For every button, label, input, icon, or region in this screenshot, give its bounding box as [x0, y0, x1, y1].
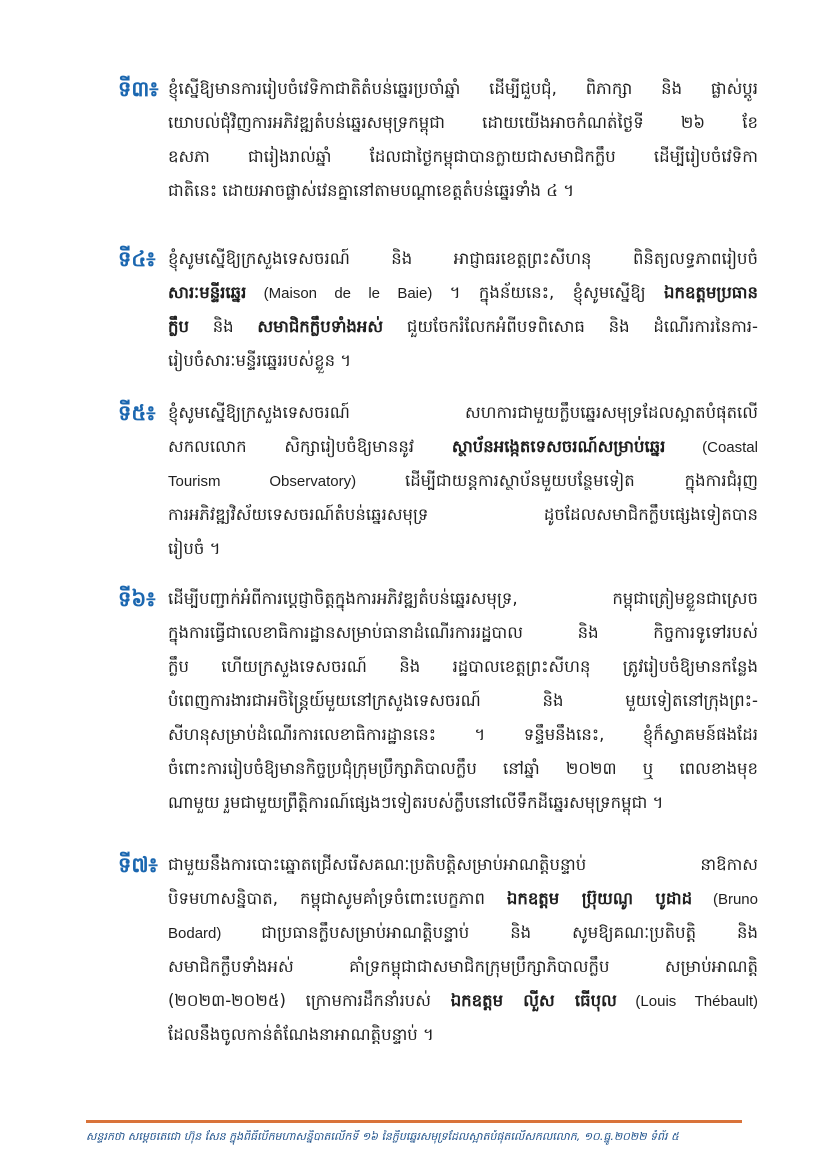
body-text: ដែលនឹងចូលកាន់តំណែងនាអាណត្តិបន្ទាប់ ។: [168, 1025, 434, 1044]
text-line: [168, 174, 758, 208]
body-text: សកលលោក សិក្សារៀបចំឱ្យមាននូវ: [168, 437, 452, 456]
clause-paragraph: [118, 72, 758, 208]
bold-text: ឯកឧត្តម លួីស ធើបុល: [450, 991, 617, 1010]
bold-text: ស្ថាប័នអង្កេតទេសចរណ៍សម្រាប់ឆ្នេរ: [451, 437, 666, 456]
bold-text: ឯកឧត្តម ប្រ៊ុយណូ បូដាដ: [506, 889, 693, 908]
body-text: និង: [188, 317, 258, 336]
body-text: រៀបចំ ។: [168, 539, 221, 558]
text-line: [168, 882, 758, 916]
body-text: ឧសភា ជារៀងរាល់ឆ្នាំ ដែលជាថ្ងៃកម្ពុជាបានក្លាយជាសមាជិកក្លឹប ដើម្បីរៀបចំវេទិកា: [168, 147, 758, 166]
text-line: [168, 582, 758, 616]
clause-number: ទី៤៖: [118, 247, 156, 271]
body-text: យោបល់ជុំវិញការអភិវឌ្ឍតំបន់ឆ្នេរសមុទ្រកម្ពុជា ដោយយើងអាចកំណត់ថ្ងៃទី ២៦ ខែ: [168, 113, 758, 132]
text-line: [168, 916, 758, 950]
footer-rule: [86, 1120, 742, 1123]
body-text: ខ្ញុំស្នើឱ្យមានការរៀបចំវេទិកាជាតិតំបន់ឆ្នេរប្រចាំឆ្នាំ ដើម្បីជួបជុំ, ពិភាក្សា និង ផ្លាស់ប្តូរ: [168, 79, 758, 98]
body-text: រៀបចំសារៈមន្ទីរឆ្នេររបស់ខ្លួន ។: [168, 351, 352, 370]
latin-text: (Maison de le Baie): [246, 285, 450, 302]
body-text: សមាជិកក្លឹបទាំងអស់ គាំទ្រកម្ពុជាជាសមាជិកក្រុមប្រឹក្សាភិបាលក្លឹប សម្រាប់អាណត្តិ: [168, 957, 758, 976]
body-text: ដើម្បីបញ្ជាក់អំពីការប្តេជ្ញាចិត្តក្នុងការអភិវឌ្ឍតំបន់ឆ្នេរសមុទ្រ, កម្ពុជាត្រៀមខ្លួនជាស្រេច: [168, 589, 758, 608]
text-line: [168, 396, 758, 430]
page-footer: សន្ទរកថា សម្តេចតេជោ ហ៊ុន សែន ក្នុងពិធីបើកមហាសន្និបាតលើកទី ១៦ នៃក្លឹបឆ្នេរសមុទ្រដែលស្អាតបំផុតលើសកលលោក, ១០.ធ្នូ.២០២២ ទំព័រ ៥: [86, 1130, 679, 1143]
text-line: [168, 984, 758, 1018]
body-text: ខ្ញុំសូមស្នើឱ្យក្រសួងទេសចរណ៍ និង អាជ្ញាធរខេត្តព្រះសីហនុ ពិនិត្យលទ្ធភាពរៀបចំ: [168, 249, 758, 268]
text-line: [168, 848, 758, 882]
latin-text: (Coastal: [665, 439, 758, 456]
clause-number: ទី៥៖: [118, 401, 156, 425]
text-line: [168, 344, 758, 378]
text-line: [168, 786, 758, 820]
latin-text: (Bruno: [692, 891, 758, 908]
text-line: [168, 616, 758, 650]
bold-text: សារៈមន្ទីរឆ្នេរ: [168, 283, 247, 302]
text-line: [168, 950, 758, 984]
clause-paragraph: [118, 396, 758, 566]
text-line: [168, 684, 758, 718]
clause-paragraph: [118, 582, 758, 820]
latin-text: Bodard): [168, 925, 262, 942]
text-line: [168, 72, 758, 106]
text-line: [168, 718, 758, 752]
text-line: [168, 464, 758, 498]
body-text: បិទមហាសន្និបាត, កម្ពុជាសូមគាំទ្រចំពោះបេក្ខភាព: [168, 889, 507, 908]
text-line: [168, 430, 758, 464]
text-line: [168, 650, 758, 684]
clause-paragraph: [118, 848, 758, 1052]
text-line: [168, 1018, 758, 1052]
body-text: ណាមួយ រួមជាមួយព្រឹត្តិការណ៍ផ្សេងៗទៀតរបស់ក្លឹបនៅលើទឹកដីឆ្នេរសមុទ្រកម្ពុជា ។: [168, 793, 664, 812]
body-text: ក្លឹប ហើយក្រសួងទេសចរណ៍ និង រដ្ឋបាលខេត្តព្រះសីហនុ ត្រូវរៀបចំឱ្យមានកន្លែង: [168, 657, 758, 676]
latin-text: (Louis Thébault): [616, 993, 758, 1010]
body-text: ជាតិនេះ ដោយអាចផ្លាស់វេនគ្នានៅតាមបណ្តាខេត្តតំបន់ឆ្នេរទាំង ៤ ។: [168, 181, 575, 200]
body-text: ខ្ញុំសូមស្នើឱ្យក្រសួងទេសចរណ៍ សហការជាមួយក្លឹបឆ្នេរសមុទ្រដែលស្អាតបំផុតលើ: [168, 403, 758, 422]
body-text: សីហនុសម្រាប់ដំណើរការលេខាធិការដ្ឋាននេះ ។ ទន្ទឹមនឹងនេះ, ខ្ញុំក៏ស្វាគមន៍ផងដែរ: [168, 725, 758, 744]
body-text: ចំពោះការរៀបចំឱ្យមានកិច្ចប្រជុំក្រុមប្រឹក្សាភិបាលក្លឹប នៅឆ្នាំ ២០២៣ ឬ ពេលខាងមុខ: [168, 759, 758, 778]
bold-text: ក្លឹប: [168, 317, 189, 336]
clause-number: ទី៣៖: [118, 77, 159, 101]
bold-text: សមាជិកក្លឹបទាំងអស់: [257, 317, 384, 336]
text-line: [168, 532, 758, 566]
body-text: ការអភិវឌ្ឍវិស័យទេសចរណ៍តំបន់ឆ្នេរសមុទ្រ ដូចដែលសមាជិកក្លឹបផ្សេងទៀតបាន: [168, 505, 758, 524]
text-line: [168, 276, 758, 310]
body-text: ជួយចែករំលែកអំពីបទពិសោធ និង ដំណើរការនៃការ-: [383, 317, 758, 336]
bold-text: ឯកឧត្តមប្រធាន: [664, 283, 758, 302]
body-text: ដើម្បីជាយន្តការស្ថាប័នមួយបន្ថែមទៀត ក្នុងការជំរុញ: [404, 471, 758, 490]
body-text: (២០២៣-២០២៥) ក្រោមការដឹកនាំរបស់: [168, 991, 451, 1010]
body-text: ក្នុងការធ្វើជាលេខាធិការដ្ឋានសម្រាប់ធានាដំណើរការរដ្ឋបាល និង កិច្ចការទូទៅរបស់: [168, 623, 758, 642]
body-text: ជាមួយនឹងការបោះឆ្នោតជ្រើសរើសគណៈប្រតិបត្តិសម្រាប់អាណត្តិបន្ទាប់ នាឱកាស: [168, 855, 758, 874]
text-line: [168, 310, 758, 344]
text-line: [168, 752, 758, 786]
body-text: ជាប្រធានក្លឹបសម្រាប់អាណត្តិបន្ទាប់ និង សូមឱ្យគណៈប្រតិបត្តិ និង: [261, 923, 758, 942]
clause-number: ទី៧៖: [118, 853, 158, 877]
text-line: [168, 498, 758, 532]
clause-number: ទី៦៖: [118, 587, 156, 611]
text-line: [168, 242, 758, 276]
clause-paragraph: [118, 242, 758, 378]
latin-text: Tourism Observatory): [168, 473, 405, 490]
body-text: បំពេញការងារជាអចិន្ត្រៃយ៍មួយនៅក្រសួងទេសចរណ៍ និង មួយទៀតនៅក្រុងព្រះ-: [168, 691, 758, 710]
text-line: [168, 140, 758, 174]
text-line: [168, 106, 758, 140]
body-text: ។ ក្នុងន័យនេះ, ខ្ញុំសូមស្នើឱ្យ: [449, 283, 665, 302]
